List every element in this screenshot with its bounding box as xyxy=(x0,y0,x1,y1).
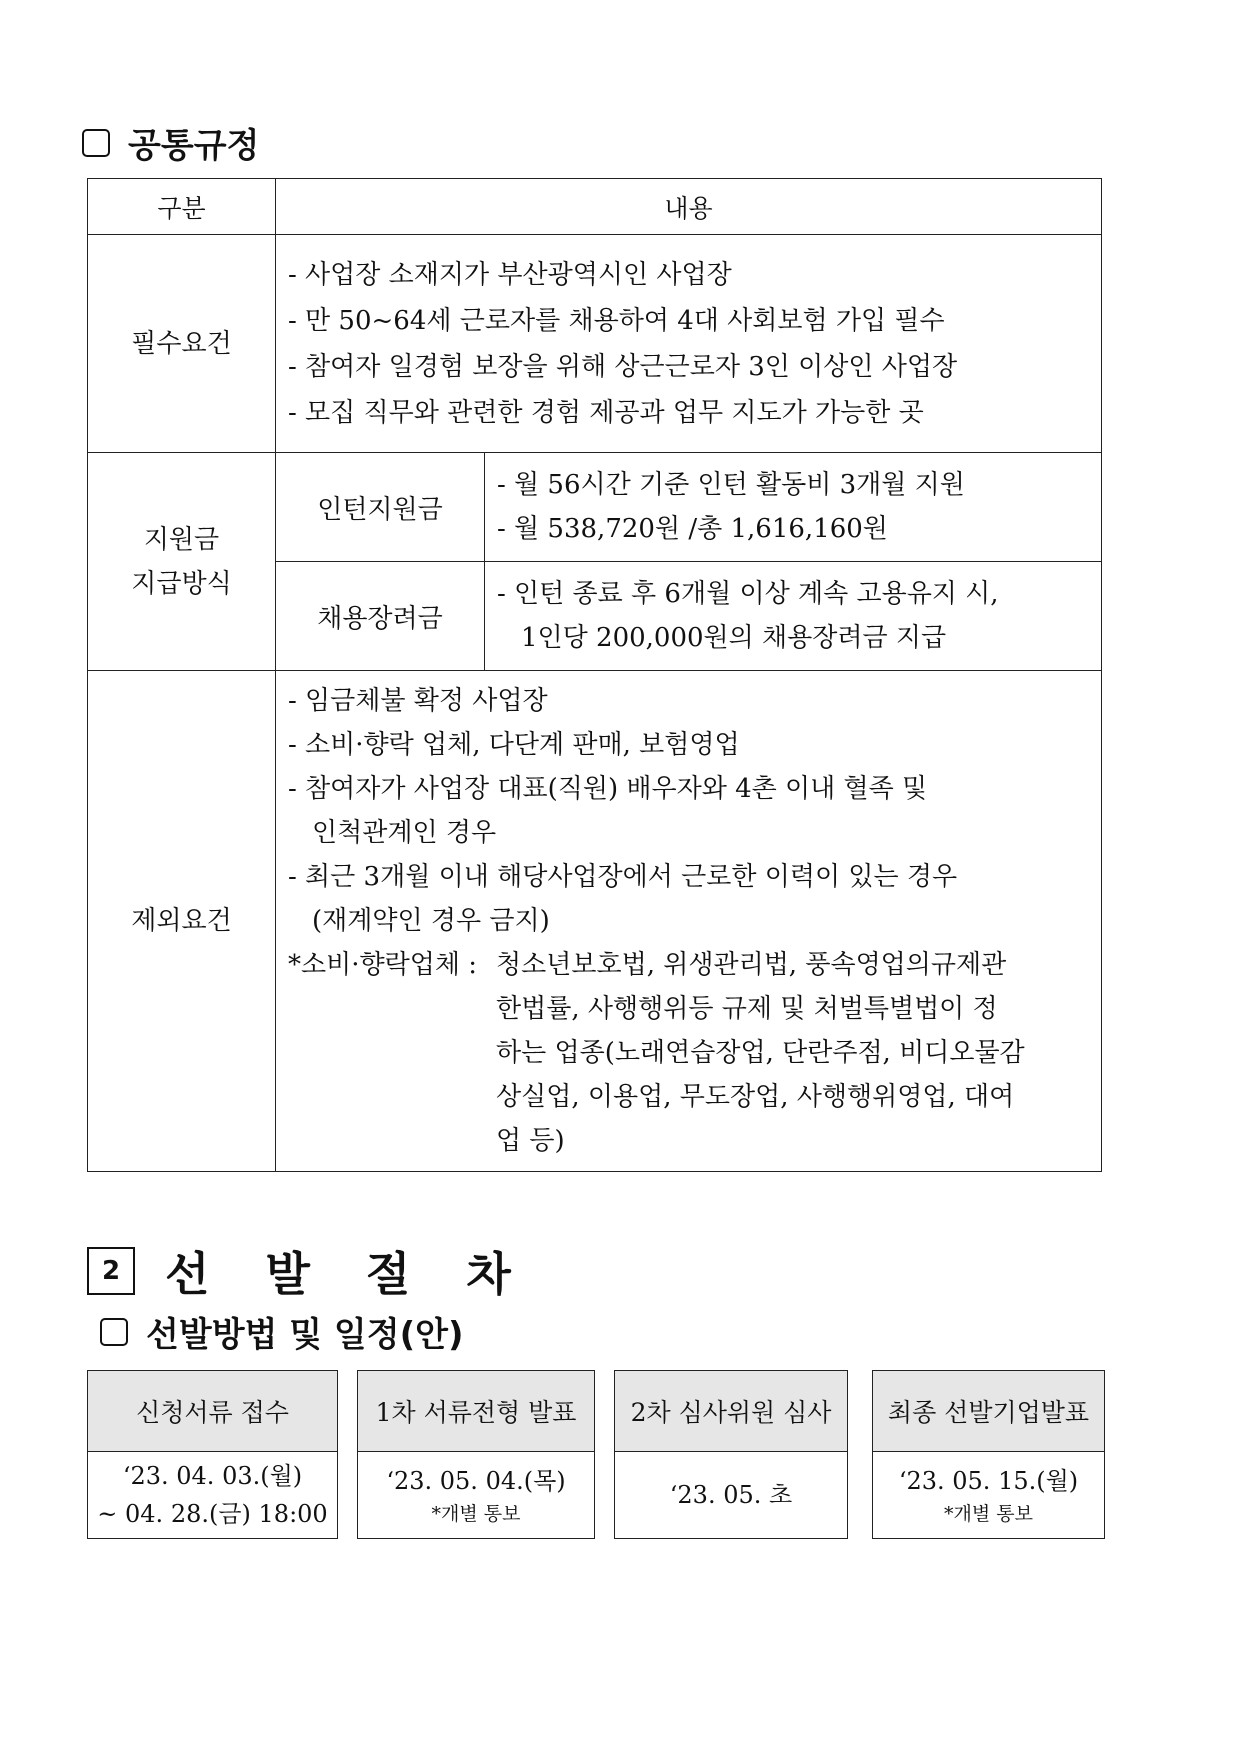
support-label xyxy=(88,453,276,671)
step-body xyxy=(873,1452,1104,1538)
list-item: - 월 538,720원 /총 1,616,160원 xyxy=(497,514,888,544)
section-number-badge: 2 xyxy=(87,1247,135,1295)
excluded-items xyxy=(276,671,1102,1172)
section-title: 선 발 절 차 xyxy=(165,1247,531,1301)
step-body xyxy=(358,1452,594,1538)
required-items xyxy=(276,235,1102,453)
excluded-label: 제외요건 xyxy=(88,671,276,1172)
excluded-note xyxy=(288,943,1095,1163)
common-rules-table xyxy=(87,178,1102,1172)
support-label-line: 지급방식 xyxy=(131,568,232,599)
step-title: 1차 서류전형 발표 xyxy=(358,1371,594,1452)
list-item: - 참여자가 사업장 대표(직원) 배우자와 4촌 이내 혈족 및 xyxy=(288,774,928,804)
hire-bonus-content xyxy=(485,562,1102,671)
checkbox-square-icon xyxy=(82,129,110,157)
note-line: 한법률, 사행행위등 규제 및 처벌특별법이 정 xyxy=(496,994,998,1024)
note-line: 상실업, 이용업, 무도장업, 사행행위영업, 대여 xyxy=(496,1082,1015,1112)
common-rules-heading xyxy=(82,118,259,167)
list-item: - 인턴 종료 후 6개월 이상 계속 고용유지 시, xyxy=(497,579,999,609)
step-date-end: ~ 04. 28.(금) 18:00 xyxy=(97,1500,328,1528)
list-item: - 소비·향락 업체, 다단계 판매, 보험영업 xyxy=(288,730,740,760)
intern-support-content xyxy=(485,453,1102,562)
step-title: 최종 선발기업발표 xyxy=(873,1371,1104,1452)
note-line: 업 등) xyxy=(496,1126,565,1156)
note-body xyxy=(496,943,1095,1163)
schedule-step-final xyxy=(872,1370,1105,1539)
note-label: *소비·향락업체 : xyxy=(288,950,477,980)
note-line: 하는 업종(노래연습장업, 단란주점, 비디오물감 xyxy=(496,1038,1025,1068)
list-item: - 모집 직무와 관련한 경험 제공과 업무 지도가 가능한 곳 xyxy=(288,397,924,428)
selection-section-heading xyxy=(87,1238,531,1304)
excluded-row xyxy=(88,671,1102,1172)
header-category: 구분 xyxy=(88,179,276,235)
step-note: *개별 통보 xyxy=(944,1503,1033,1525)
list-item: - 사업장 소재지가 부산광역시인 사업장 xyxy=(288,259,732,290)
step-date: ‘23. 04. 03.(월) xyxy=(122,1462,303,1490)
step-body xyxy=(88,1452,337,1538)
step-title: 2차 심사위원 심사 xyxy=(615,1371,847,1452)
step-title: 신청서류 접수 xyxy=(88,1371,337,1452)
required-row xyxy=(88,235,1102,453)
intern-support-label: 인턴지원금 xyxy=(276,453,485,562)
list-item: - 참여자 일경험 보장을 위해 상근근로자 3인 이상인 사업장 xyxy=(288,351,958,382)
table-header-row xyxy=(88,179,1102,235)
intern-support-row xyxy=(88,453,1102,562)
schedule-step-second-round xyxy=(614,1370,848,1539)
header-content: 내용 xyxy=(276,179,1102,235)
note-line: 청소년보호법, 위생관리법, 풍속영업의규제관 xyxy=(496,950,1007,980)
list-item: (재계약인 경우 금지) xyxy=(312,906,550,936)
step-note: *개별 통보 xyxy=(431,1503,521,1525)
hire-bonus-label: 채용장려금 xyxy=(276,562,485,671)
selection-schedule-heading xyxy=(100,1307,464,1356)
step-date: ‘23. 05. 초 xyxy=(669,1481,793,1509)
schedule-step-application xyxy=(87,1370,338,1539)
list-item: - 최근 3개월 이내 해당사업장에서 근로한 이력이 있는 경우 xyxy=(288,862,958,892)
checkbox-square-icon xyxy=(100,1318,128,1346)
list-item: 1인당 200,000원의 채용장려금 지급 xyxy=(521,623,947,653)
list-item: - 월 56시간 기준 인턴 활동비 3개월 지원 xyxy=(497,470,965,500)
selection-schedule-title: 선발방법 및 일정(안) xyxy=(146,1315,464,1355)
list-item: - 만 50~64세 근로자를 채용하여 4대 사회보험 가입 필수 xyxy=(288,305,945,336)
list-item: - 임금체불 확정 사업장 xyxy=(288,686,548,716)
step-body xyxy=(615,1452,847,1538)
support-label-line: 지원금 xyxy=(143,524,220,555)
step-date: ‘23. 05. 15.(월) xyxy=(898,1467,1079,1495)
step-date: ‘23. 05. 04.(목) xyxy=(386,1467,566,1495)
required-label: 필수요건 xyxy=(88,235,276,453)
list-item: 인척관계인 경우 xyxy=(312,818,497,848)
common-rules-title: 공통규정 xyxy=(128,126,260,166)
schedule-step-first-round xyxy=(357,1370,595,1539)
